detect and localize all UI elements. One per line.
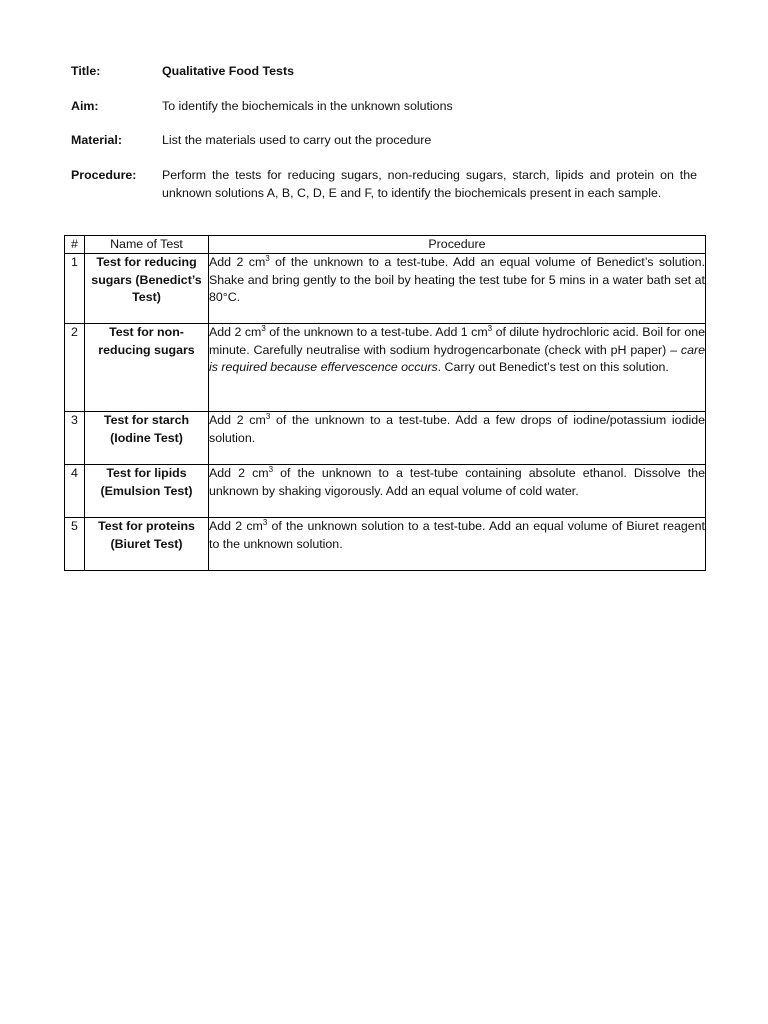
table-row	[65, 254, 706, 324]
title-label: Title:	[71, 64, 101, 78]
row-number: 4	[65, 465, 85, 518]
row-number: 2	[65, 324, 85, 412]
test-name: Test for starch (Iodine Test)	[85, 412, 209, 465]
table-header-row	[65, 236, 706, 254]
table-row	[65, 518, 706, 571]
test-procedure: Add 2 $cm^3$ of the unknown to a test-tube. Add 1 $cm^3$ of dilute hydrochloric acid. Boil for one minute. Carefully neutralise with sodium hydrogencarbonate (check with pH paper) – care is required because effervescence occurs. Carry out Benedict’s test on this solution.	[209, 324, 706, 412]
table-row	[65, 465, 706, 518]
title-value: Qualitative Food Tests	[162, 64, 294, 78]
aim-label: Aim:	[71, 99, 99, 113]
row-number: 5	[65, 518, 85, 571]
table-row	[65, 324, 706, 412]
procedure-label: Procedure:	[71, 168, 137, 182]
procedure-value: Perform the tests for reducing sugars, non-reducing sugars, starch, lipids and protein on the unknown solutions A, B, C, D, E and F, to identify the biochemicals present in each sample.	[162, 168, 697, 200]
row-number: 1	[65, 254, 85, 324]
test-name: Test for non-reducing sugars	[85, 324, 209, 412]
test-procedure: Add 2 $cm^3$ of the unknown to a test-tube containing absolute ethanol. Dissolve the unknown by shaking vigorously. Add an equal volume of cold water.	[209, 465, 706, 518]
header-name-of-test: Name of Test	[85, 236, 209, 254]
test-name: Test for proteins (Biuret Test)	[85, 518, 209, 571]
header-procedure: Procedure	[209, 236, 706, 254]
test-name: Test for reducing sugars (Benedict’s Test)	[85, 254, 209, 324]
test-procedure: Add 2 $cm^3$ of the unknown to a test-tube. Add a few drops of iodine/potassium iodide solution.	[209, 412, 706, 465]
aim-value: To identify the biochemicals in the unknown solutions	[162, 99, 453, 113]
food-tests-table	[64, 235, 706, 571]
material-value: List the materials used to carry out the procedure	[162, 133, 432, 147]
table-row	[65, 412, 706, 465]
test-procedure: Add 2 $cm^3$ of the unknown solution to a test-tube. Add an equal volume of Biuret reagent to the unknown solution.	[209, 518, 706, 571]
material-label: Material:	[71, 133, 122, 147]
row-number: 3	[65, 412, 85, 465]
test-procedure: Add 2 $cm^3$ of the unknown to a test-tube. Add an equal volume of Benedict’s solution. Shake and bring gently to the boil by heating the test tube for 5 mins in a water bath set at 80°C.	[209, 254, 706, 324]
header-number: #	[65, 236, 85, 254]
test-name: Test for lipids (Emulsion Test)	[85, 465, 209, 518]
